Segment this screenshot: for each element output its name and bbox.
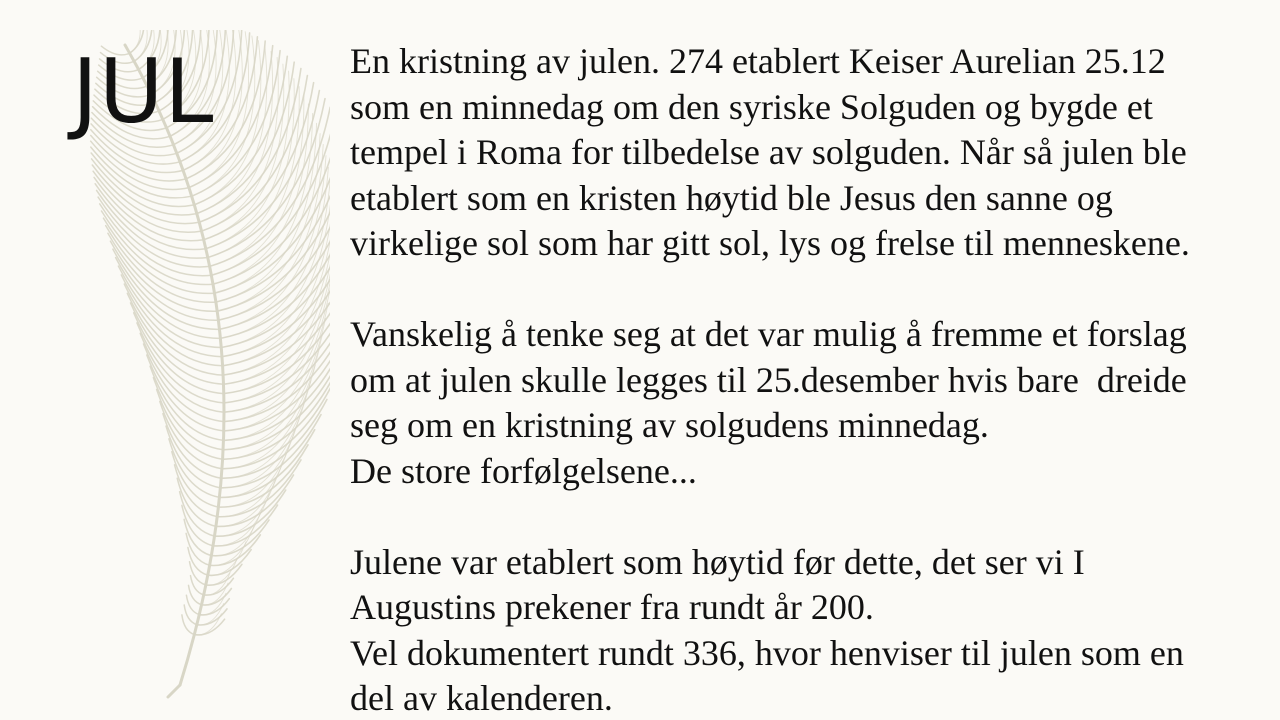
text-line: Vel dokumentert rundt 336, hvor henviser til julen som en: [350, 632, 1184, 673]
text-line: Augustins prekener fra rundt år 200.: [350, 587, 874, 627]
text-line: Julene var etablert som høytid før dette, det ser vi I: [350, 541, 1085, 582]
text-line: seg om en kristning av solgudens minnedag.: [350, 405, 989, 445]
slide-title: JUL: [72, 40, 215, 143]
text-line: tempel i Roma for tilbedelse av solguden. Når så julen ble: [350, 132, 1187, 172]
text-line: om at julen skulle legges til 25.desember hvis bare dreide: [350, 359, 1187, 400]
slide-body: [350, 39, 1250, 720]
text-line: Vanskelig å tenke seg at det var mulig å fremme et forslag: [350, 314, 1187, 354]
text-line: virkelige sol som har gitt sol, lys og frelse til menneskene.: [350, 223, 1190, 263]
text-line: En kristning av julen. 274 etablert Keiser Aurelian 25.12: [350, 41, 1166, 81]
text-line: etablert som en kristen høytid ble Jesus den sanne og: [350, 177, 1113, 218]
paragraph-spacer: [350, 494, 1250, 540]
text-line: del av kalenderen.: [350, 678, 613, 718]
text-line: som en minnedag om den syriske Solguden og bygde et: [350, 86, 1153, 127]
paragraph-spacer: [350, 267, 1250, 313]
text-line: De store forfølgelsene...: [350, 450, 697, 491]
